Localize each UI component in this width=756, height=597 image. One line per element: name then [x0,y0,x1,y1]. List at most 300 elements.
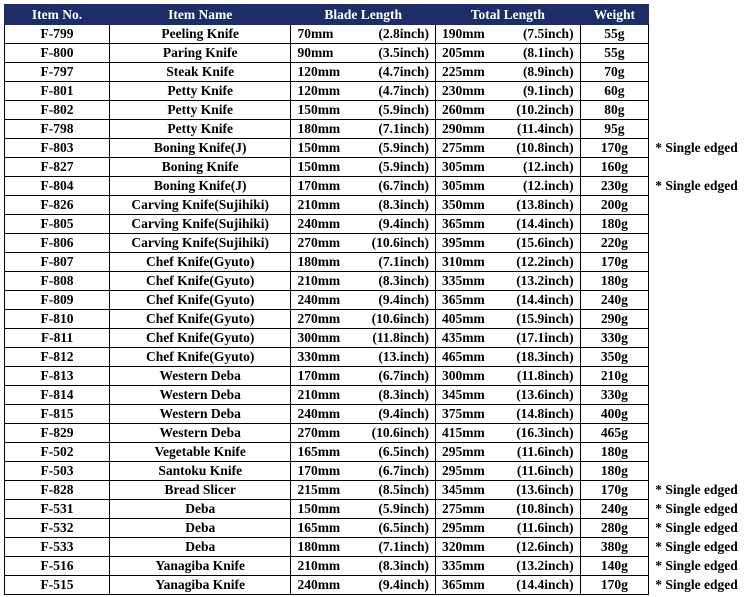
blade-length-cell-wrap [297,140,429,156]
total-length-cell-wrap [442,406,574,422]
blade-length-cell-inch: (11.8inch) [372,330,429,345]
blade-length-cell-inch: (8.3inch) [378,558,429,573]
total-length-cell-mm: 395mm [442,235,485,250]
item-no-cell: F-826 [5,196,110,215]
blade-length-cell-wrap [297,520,429,536]
total-length-cell-wrap [442,425,574,441]
item-no-cell: F-799 [5,25,110,44]
note-cell [649,310,756,329]
note-cell [649,348,756,367]
item-no-cell: F-806 [5,234,110,253]
blade-length-cell-mm: 210mm [297,273,341,288]
total-length-cell [436,538,581,557]
blade-length-cell [291,215,436,234]
header-item-no: Item No. [5,5,110,25]
item-no-cell: F-503 [5,462,110,481]
total-length-cell [436,462,581,481]
item-name-cell: Boning Knife(J) [110,139,291,158]
blade-length-cell-inch: (4.7inch) [378,64,429,79]
total-length-cell-mm: 320mm [442,539,485,554]
blade-length-cell-inch: (10.6inch) [371,311,429,326]
item-no-cell: F-811 [5,329,110,348]
total-length-cell-wrap [442,444,574,460]
note-cell [649,82,756,101]
header-item-name: Item Name [110,5,291,25]
blade-length-cell-wrap [297,235,429,251]
blade-length-cell-mm: 240mm [297,216,341,231]
note-cell [649,405,756,424]
note-cell [649,253,756,272]
blade-length-cell-inch: (9.4inch) [378,292,429,307]
total-length-cell-wrap [442,64,574,80]
item-name-cell: Chef Knife(Gyuto) [110,310,291,329]
note-cell: * Single edged [655,178,738,193]
total-length-cell-inch: (14.4inch) [516,292,574,307]
total-length-cell [436,557,581,576]
blade-length-cell-wrap [297,159,429,175]
total-length-cell-mm: 405mm [442,311,485,326]
blade-length-cell-wrap [297,501,429,517]
blade-length-cell-inch: (9.4inch) [378,577,429,592]
blade-length-cell-inch: (6.7inch) [378,463,429,478]
blade-length-cell-mm: 165mm [297,444,341,459]
total-length-cell [436,63,581,82]
note-cell [649,367,756,386]
item-no-cell: F-828 [5,481,110,500]
total-length-cell-mm: 300mm [442,368,485,383]
blade-length-cell-inch: (6.7inch) [378,368,429,383]
total-length-cell [436,101,581,120]
total-length-cell [436,481,581,500]
table-row [5,215,756,234]
item-no-cell: F-808 [5,272,110,291]
table-row [5,500,756,519]
blade-length-cell-wrap [297,197,429,213]
item-name-cell: Carving Knife(Sujihiki) [110,196,291,215]
weight-cell: 55g [580,44,649,63]
item-name-cell: Chef Knife(Gyuto) [110,253,291,272]
item-no-cell: F-810 [5,310,110,329]
total-length-cell-inch: (14.4inch) [516,216,574,231]
total-length-cell-inch: (10.2inch) [516,102,574,117]
note-cell [649,234,756,253]
total-length-cell-mm: 295mm [442,520,485,535]
total-length-cell-wrap [442,501,574,517]
total-length-cell-mm: 260mm [442,102,485,117]
total-length-cell-inch: (17.1inch) [516,330,574,345]
item-no-cell: F-803 [5,139,110,158]
table-row [5,101,756,120]
item-name-cell: Western Deba [110,405,291,424]
total-length-cell-mm: 335mm [442,558,485,573]
blade-length-cell [291,139,436,158]
blade-length-cell [291,291,436,310]
total-length-cell-mm: 435mm [442,330,485,345]
total-length-cell-inch: (13.8inch) [516,197,574,212]
blade-length-cell-mm: 90mm [297,45,334,60]
blade-length-cell-mm: 165mm [297,520,341,535]
total-length-cell-wrap [442,197,574,213]
blade-length-cell-wrap [297,26,429,42]
table-row [5,310,756,329]
total-length-cell-inch: (11.4inch) [516,121,574,136]
blade-length-cell-wrap [297,368,429,384]
blade-length-cell-wrap [297,254,429,270]
table-row [5,386,756,405]
total-length-cell-wrap [442,140,574,156]
blade-length-cell-inch: (8.3inch) [378,387,429,402]
total-length-cell [436,576,581,595]
total-length-cell-wrap [442,311,574,327]
total-length-cell-inch: (13.6inch) [516,387,574,402]
item-no-cell: F-532 [5,519,110,538]
header-weight: Weight [580,5,649,25]
total-length-cell [436,177,581,196]
total-length-cell [436,82,581,101]
weight-cell: 95g [580,120,649,139]
total-length-cell-inch: (15.6inch) [516,235,574,250]
total-length-cell-inch: (18.3inch) [516,349,574,364]
header-total-length: Total Length [436,5,581,25]
total-length-cell-mm: 295mm [442,444,485,459]
note-cell: * Single edged [655,482,738,497]
item-name-cell: Bread Slicer [110,481,291,500]
blade-length-cell-inch: (5.9inch) [378,159,429,174]
item-no-cell: F-805 [5,215,110,234]
item-no-cell: F-800 [5,44,110,63]
total-length-cell-mm: 275mm [442,140,485,155]
weight-cell: 60g [580,82,649,101]
total-length-cell-wrap [442,159,574,175]
total-length-cell-wrap [442,235,574,251]
item-name-cell: Petty Knife [110,82,291,101]
table-row [5,424,756,443]
blade-length-cell-mm: 300mm [297,330,341,345]
blade-length-cell [291,500,436,519]
total-length-cell-wrap [442,273,574,289]
total-length-cell [436,120,581,139]
total-length-cell-inch: (11.6inch) [516,444,574,459]
weight-cell: 400g [580,405,649,424]
blade-length-cell-mm: 210mm [297,387,341,402]
total-length-cell [436,196,581,215]
table-row [5,158,756,177]
note-cell [649,272,756,291]
blade-length-cell-wrap [297,330,429,346]
blade-length-cell-mm: 180mm [297,254,341,269]
total-length-cell-wrap [442,45,574,61]
weight-cell: 160g [580,158,649,177]
header-row [5,5,756,25]
item-name-cell: Carving Knife(Sujihiki) [110,215,291,234]
total-length-cell-mm: 365mm [442,577,485,592]
total-length-cell [436,253,581,272]
total-length-cell-inch: (9.1inch) [522,83,574,98]
table-row [5,367,756,386]
weight-cell: 170g [580,139,649,158]
total-length-cell [436,405,581,424]
header-note-spacer [649,5,756,25]
blade-length-cell [291,481,436,500]
blade-length-cell [291,462,436,481]
total-length-cell-wrap [442,520,574,536]
total-length-cell-inch: (16.3inch) [516,425,574,440]
blade-length-cell [291,234,436,253]
total-length-cell-mm: 365mm [442,292,485,307]
weight-cell: 330g [580,386,649,405]
blade-length-cell-wrap [297,577,429,593]
blade-length-cell-wrap [297,539,429,555]
blade-length-cell-mm: 215mm [297,482,341,497]
blade-length-cell [291,253,436,272]
weight-cell: 180g [580,272,649,291]
blade-length-cell-inch: (7.1inch) [378,539,429,554]
blade-length-cell [291,25,436,44]
item-no-cell: F-533 [5,538,110,557]
blade-length-cell-wrap [297,178,429,194]
weight-cell: 220g [580,234,649,253]
table-header [5,5,756,25]
total-length-cell [436,158,581,177]
item-no-cell: F-516 [5,557,110,576]
weight-cell: 280g [580,519,649,538]
note-cell [649,44,756,63]
blade-length-cell-wrap [297,349,429,365]
note-cell [649,291,756,310]
blade-length-cell-mm: 70mm [297,26,334,41]
item-name-cell: Chef Knife(Gyuto) [110,329,291,348]
total-length-cell [436,291,581,310]
blade-length-cell-mm: 270mm [297,311,341,326]
blade-length-cell-mm: 210mm [297,197,341,212]
weight-cell: 200g [580,196,649,215]
blade-length-cell-inch: (5.9inch) [378,102,429,117]
item-name-cell: Western Deba [110,367,291,386]
item-no-cell: F-798 [5,120,110,139]
table-row [5,329,756,348]
total-length-cell-mm: 190mm [442,26,485,41]
total-length-cell [436,443,581,462]
item-no-cell: F-829 [5,424,110,443]
total-length-cell-inch: (15.9inch) [516,311,574,326]
blade-length-cell-inch: (7.1inch) [378,254,429,269]
total-length-cell-wrap [442,482,574,498]
item-no-cell: F-797 [5,63,110,82]
blade-length-cell [291,272,436,291]
blade-length-cell-wrap [297,45,429,61]
blade-length-cell-wrap [297,406,429,422]
total-length-cell-mm: 350mm [442,197,485,212]
weight-cell: 170g [580,253,649,272]
table-row [5,576,756,595]
note-cell [649,386,756,405]
blade-length-cell-mm: 270mm [297,425,341,440]
total-length-cell [436,367,581,386]
weight-cell: 70g [580,63,649,82]
weight-cell: 140g [580,557,649,576]
blade-length-cell-mm: 330mm [297,349,341,364]
total-length-cell-mm: 415mm [442,425,485,440]
weight-cell: 330g [580,329,649,348]
blade-length-cell-inch: (6.5inch) [378,520,429,535]
total-length-cell-mm: 275mm [442,501,485,516]
table-row [5,177,756,196]
note-cell [649,63,756,82]
blade-length-cell-wrap [297,558,429,574]
total-length-cell-wrap [442,83,574,99]
blade-length-cell [291,443,436,462]
total-length-cell-inch: (8.1inch) [522,45,574,60]
weight-cell: 240g [580,291,649,310]
total-length-cell-inch: (13.6inch) [516,482,574,497]
total-length-cell-mm: 305mm [442,159,485,174]
item-name-cell: Paring Knife [110,44,291,63]
blade-length-cell [291,576,436,595]
blade-length-cell-inch: (2.8inch) [378,26,429,41]
item-name-cell: Santoku Knife [110,462,291,481]
blade-length-cell-wrap [297,216,429,232]
total-length-cell-inch: (7.5inch) [522,26,574,41]
total-length-cell-wrap [442,178,574,194]
blade-length-cell [291,177,436,196]
total-length-cell-wrap [442,387,574,403]
total-length-cell [436,424,581,443]
note-cell: * Single edged [655,558,738,573]
note-cell: * Single edged [655,501,738,516]
weight-cell: 180g [580,443,649,462]
blade-length-cell-mm: 240mm [297,292,341,307]
weight-cell: 180g [580,462,649,481]
item-no-cell: F-813 [5,367,110,386]
table-row [5,234,756,253]
item-no-cell: F-515 [5,576,110,595]
total-length-cell [436,44,581,63]
total-length-cell-inch: (11.6inch) [516,463,574,478]
blade-length-cell-inch: (5.9inch) [378,140,429,155]
total-length-cell [436,272,581,291]
total-length-cell [436,500,581,519]
item-no-cell: F-801 [5,82,110,101]
blade-length-cell-wrap [297,273,429,289]
total-length-cell-wrap [442,368,574,384]
blade-length-cell-wrap [297,425,429,441]
blade-length-cell-mm: 240mm [297,406,341,421]
item-name-cell: Western Deba [110,424,291,443]
table-row [5,25,756,44]
blade-length-cell [291,405,436,424]
blade-length-cell-mm: 180mm [297,121,341,136]
blade-length-cell-inch: (8.3inch) [378,197,429,212]
total-length-cell-wrap [442,330,574,346]
total-length-cell-mm: 230mm [442,83,485,98]
total-length-cell-wrap [442,349,574,365]
total-length-cell-mm: 290mm [442,121,485,136]
item-no-cell: F-815 [5,405,110,424]
total-length-cell-inch: (12.6inch) [516,539,574,554]
item-no-cell: F-802 [5,101,110,120]
blade-length-cell [291,63,436,82]
blade-length-cell-wrap [297,482,429,498]
item-no-cell: F-814 [5,386,110,405]
item-name-cell: Chef Knife(Gyuto) [110,291,291,310]
weight-cell: 350g [580,348,649,367]
total-length-cell-inch: (11.8inch) [516,368,574,383]
total-length-cell-inch: (8.9inch) [522,64,574,79]
table-row [5,82,756,101]
table-body [5,25,756,595]
note-cell [649,443,756,462]
blade-length-cell [291,348,436,367]
total-length-cell [436,215,581,234]
total-length-cell [436,348,581,367]
weight-cell: 465g [580,424,649,443]
weight-cell: 380g [580,538,649,557]
total-length-cell-mm: 310mm [442,254,485,269]
weight-cell: 170g [580,481,649,500]
item-name-cell: Carving Knife(Sujihiki) [110,234,291,253]
weight-cell: 170g [580,576,649,595]
item-name-cell: Chef Knife(Gyuto) [110,348,291,367]
note-cell [649,120,756,139]
blade-length-cell-inch: (6.7inch) [378,178,429,193]
total-length-cell-inch: (14.4inch) [516,577,574,592]
table-row [5,272,756,291]
table-row [5,462,756,481]
blade-length-cell-inch: (13.inch) [378,349,429,364]
item-no-cell: F-804 [5,177,110,196]
total-length-cell-inch: (12.inch) [522,159,574,174]
weight-cell: 240g [580,500,649,519]
note-cell: * Single edged [655,539,738,554]
total-length-cell-wrap [442,254,574,270]
weight-cell: 80g [580,101,649,120]
table-row [5,557,756,576]
blade-length-cell [291,310,436,329]
table-row [5,63,756,82]
blade-length-cell-wrap [297,463,429,479]
blade-length-cell-wrap [297,64,429,80]
item-name-cell: Vegetable Knife [110,443,291,462]
note-cell: * Single edged [655,140,738,155]
table-row [5,348,756,367]
blade-length-cell-inch: (4.7inch) [378,83,429,98]
item-name-cell: Peeling Knife [110,25,291,44]
total-length-cell-wrap [442,463,574,479]
blade-length-cell-mm: 170mm [297,368,341,383]
blade-length-cell-inch: (9.4inch) [378,406,429,421]
item-name-cell: Petty Knife [110,120,291,139]
blade-length-cell-mm: 150mm [297,159,341,174]
table-row [5,405,756,424]
total-length-cell-mm: 345mm [442,387,485,402]
item-name-cell: Deba [110,538,291,557]
blade-length-cell-wrap [297,387,429,403]
note-cell [649,196,756,215]
item-name-cell: Steak Knife [110,63,291,82]
blade-length-cell-mm: 150mm [297,140,341,155]
total-length-cell-mm: 365mm [442,216,485,231]
item-name-cell: Chef Knife(Gyuto) [110,272,291,291]
blade-length-cell-inch: (5.9inch) [378,501,429,516]
total-length-cell [436,310,581,329]
total-length-cell-mm: 465mm [442,349,485,364]
blade-length-cell-mm: 150mm [297,102,341,117]
blade-length-cell [291,101,436,120]
weight-cell: 230g [580,177,649,196]
total-length-cell-inch: (12.2inch) [516,254,574,269]
item-name-cell: Deba [110,519,291,538]
note-cell [649,215,756,234]
